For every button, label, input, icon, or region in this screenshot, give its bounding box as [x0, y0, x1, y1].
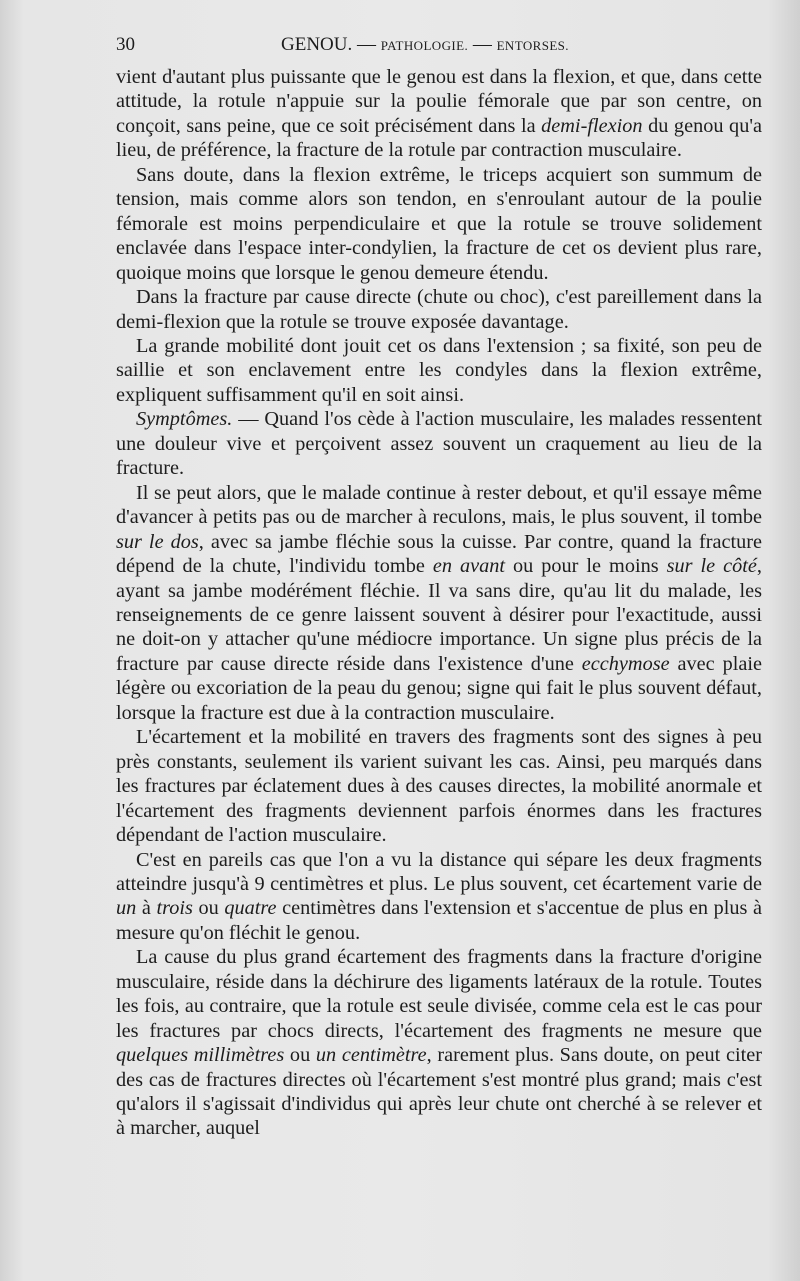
text-run: C'est en pareils cas que l'on a vu la distance qui sépare les deux fragments atteindre jusqu'à 9 centimètres et plus. Le plus souvent, cet écartement varie de	[116, 848, 762, 895]
body-text	[116, 65, 762, 1141]
text-run: — Quand l'os cède à l'action musculaire, les malades ressentent une douleur vive et perçoivent assez souvent un craquement au lieu de la fracture.	[116, 408, 762, 480]
title-dash: —	[468, 34, 497, 55]
text-run: , avec sa jambe fléchie sous la cuisse. Par contre, quand la fracture dépend de la chute, l'individu tombe	[116, 530, 762, 578]
text-run: avec plaie légère ou excoriation de la peau du genou; signe qui fait le plus souvent défaut, lorsque la fracture est due à la contraction musculaire.	[116, 652, 762, 724]
paragraph	[116, 725, 762, 847]
paragraph	[116, 481, 762, 726]
text-run: Sans doute, dans la flexion extrême, le triceps acquiert son summum de tension, mais comme alors son tendon, en s'enroulant autour de la poulie fémorale est moins perpendiculaire et que la rotule se trouve solidement enclavée dans l'espace inter-condylien, la fracture de cet os devient plus rare, quoique moins que lorsque le genou demeure étendu.	[116, 163, 762, 284]
page-number: 30	[116, 34, 135, 55]
paragraph	[116, 407, 762, 480]
text-run: ou	[192, 897, 225, 920]
text-run: à	[136, 897, 157, 920]
italic-text: quatre	[224, 897, 277, 920]
paragraph	[116, 285, 762, 334]
paragraph	[116, 848, 762, 946]
italic-text: Symptômes.	[136, 408, 233, 431]
text-run: , ayant sa jambe modérément fléchie. Il va sans dire, qu'au lit du malade, les renseignements de ce genre laissent souvent à désirer pour l'exactitude, aussi ne doit-on y attacher qu'une médiocre importance. Un signe plus précis de la fracture par cause directe réside dans l'existence d'une	[116, 555, 762, 675]
running-header	[116, 30, 762, 58]
text-run: La cause du plus grand écartement des fragments dans la fracture d'origine musculaire, réside dans la déchirure des ligaments latéraux de la rotule. Toutes les fois, au contraire, que la rotule est seule divisée, comme cela est le cas pour les fractures par chocs directs, l'écartement des fragments ne mesure que	[116, 946, 762, 1042]
text-run: centimètres dans l'extension et s'accentue de plus en plus à mesure qu'on fléchit le genou.	[116, 897, 762, 944]
italic-text: en avant	[432, 555, 506, 578]
italic-text: trois	[156, 897, 193, 920]
italic-text: sur le côté	[666, 555, 757, 578]
text-run: Dans la fracture par cause directe (chute ou choc), c'est pareillement dans la demi-flexion que la rotule se trouve exposée davantage.	[116, 286, 762, 333]
italic-text: quelques millimètres	[116, 1044, 285, 1067]
paragraph	[116, 945, 762, 1141]
italic-text: demi-flexion	[541, 114, 643, 137]
paragraph	[116, 163, 762, 285]
italic-text: un	[116, 897, 137, 920]
italic-text: ecchymose	[581, 652, 670, 675]
italic-text: un centimètre	[315, 1044, 427, 1067]
text-run: du genou qu'a lieu, de préférence, la fracture de la rotule par contraction musculaire.	[116, 114, 762, 162]
paragraph	[116, 65, 762, 163]
title-section: PATHOLOGIE.	[380, 38, 469, 53]
running-title	[281, 34, 569, 56]
text-run: ou pour le moins	[505, 555, 667, 578]
text-run: ou	[284, 1044, 316, 1067]
paragraph	[116, 334, 762, 407]
title-dash: —	[352, 34, 381, 55]
italic-text: sur le dos	[116, 530, 199, 553]
text-run: , rarement plus. Sans doute, on peut citer des cas de fractures directes où l'écartement s'est montré plus grand; mais c'est qu'alors il s'agissait d'individus qui après leur chute ont cherché à se relever et à marcher, auquel	[116, 1044, 762, 1140]
title-sub: ENTORSES.	[496, 38, 569, 53]
text-run: L'écartement et la mobilité en travers des fragments sont des signes à peu près constants, seulement ils varient suivant les cas. Ainsi, peu marqués dans les fractures par éclatement dues à des causes directes, la mobilité anormale et l'écartement des fragments deviennent parfois énormes dans les fractures dépendant de l'action musculaire.	[116, 726, 762, 847]
text-run: Il se peut alors, que le malade continue à rester debout, et qu'il essaye même d'avancer à petits pas ou de marcher à reculons, mais, le plus souvent, il tombe	[116, 481, 762, 529]
text-run: vient d'autant plus puissante que le genou est dans la flexion, et que, dans cette attitude, la rotule n'appuie sur la poulie fémorale que par son centre, on conçoit, sans peine, que ce soit précisément dans la	[116, 66, 762, 137]
title-main: GENOU.	[281, 34, 353, 55]
text-run: La grande mobilité dont jouit cet os dans l'extension ; sa fixité, son peu de saillie et son enclavement entre les condyles dans la flexion extrême, expliquent suffisamment qu'il en soit ainsi.	[116, 334, 762, 406]
